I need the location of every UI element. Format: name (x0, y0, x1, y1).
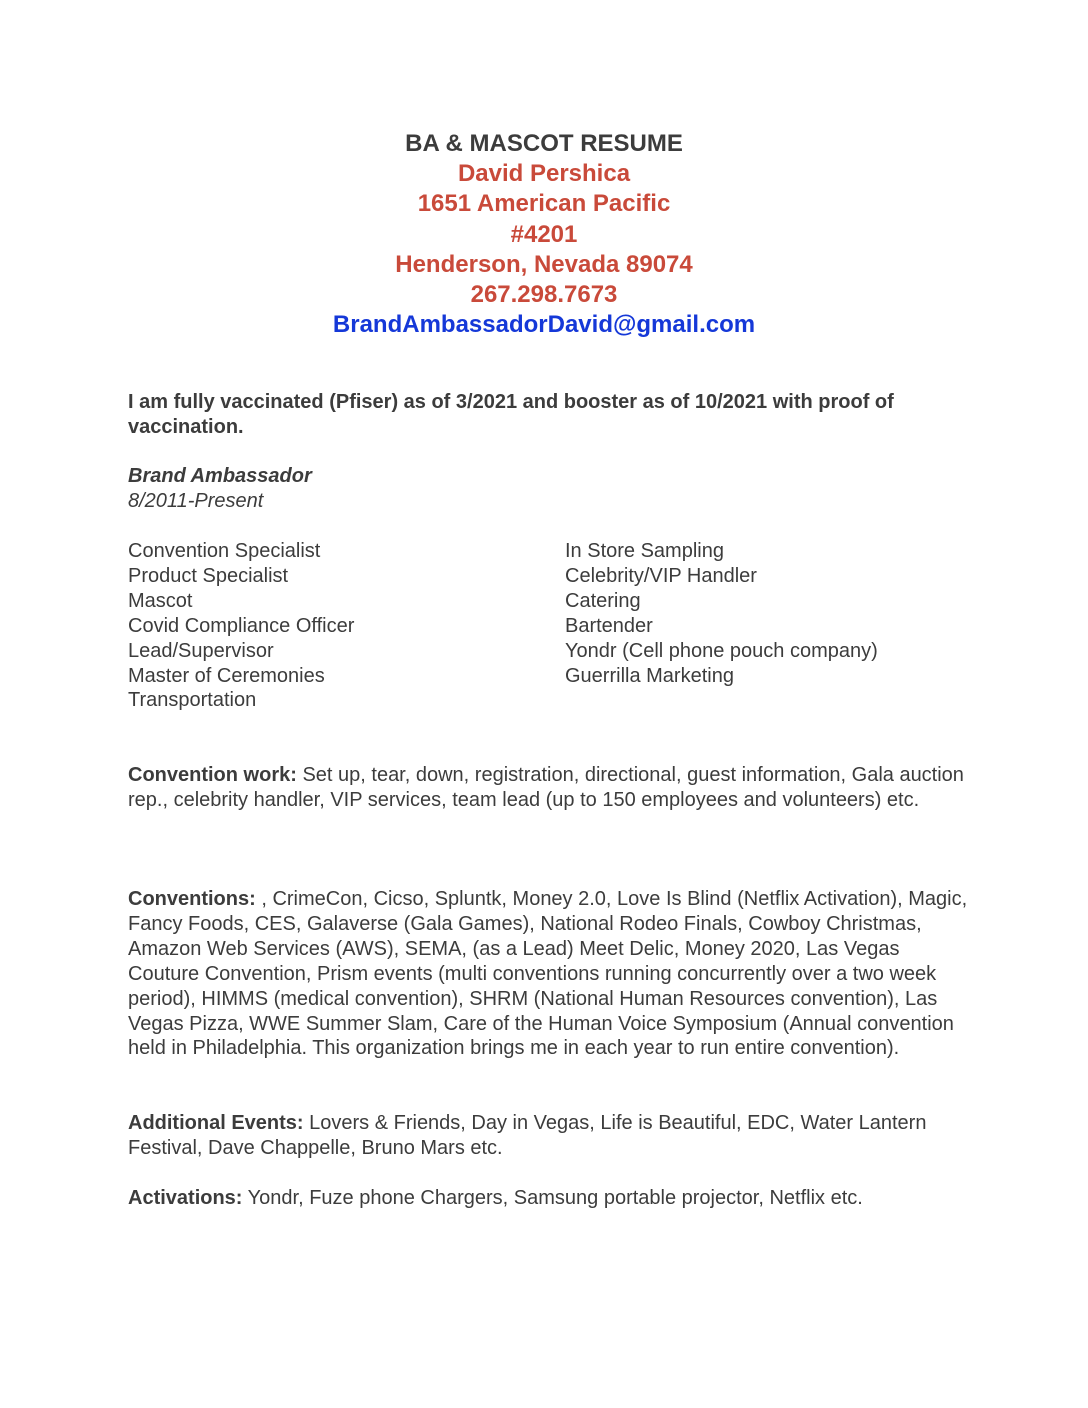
section-label: Activations: (128, 1187, 243, 1209)
section-text: Set up, tear, down, registration, directional, guest information, Gala auction rep., celebrity handler, VIP services, team lead (up to 150 employees and volunteers) etc. (128, 764, 964, 811)
additional-events-section (128, 1111, 968, 1161)
applicant-name: David Pershica (457, 160, 631, 188)
conventions-section (128, 887, 968, 1061)
resume-header (0, 129, 1088, 340)
list-item: Product Specialist (128, 564, 289, 587)
list-item: Covid Compliance Officer (128, 614, 355, 637)
section-text: , CrimeCon, Cicso, Spluntk, Money 2.0, Love Is Blind (Netflix Activation), Magic, Fancy Foods, CES, Galaverse (Gala Games), National Rodeo Finals, Cowboy Christmas, Amazon Web Services (AWS), SEMA, (as a Lead) Meet Delic, Money 2020, Las Vegas Couture Convention, Prism events (multi conventions running concurrently over a two week period), HIMMS (medical convention), SHRM (National Human Resources convention), Las Vegas Pizza, WWE Summer Slam, Care of the Human Voice Symposium (Annual convention held in Philadelphia. This organization brings me in each year to run entire convention). (128, 888, 968, 1060)
email-link[interactable]: BrandAmbassadorDavid@gmail.com (332, 311, 756, 339)
list-item: Master of Ceremonies (128, 664, 325, 687)
section-label: Conventions: (128, 888, 256, 910)
section-label: Additional Events: (128, 1112, 304, 1134)
resume-title: BA & MASCOT RESUME (405, 130, 683, 157)
list-item: Convention Specialist (128, 540, 321, 562)
list-item: Mascot (128, 589, 193, 612)
list-item: Guerrilla Marketing (565, 664, 734, 687)
vaccination-statement: I am fully vaccinated (Pfiser) as of 3/2021 and booster as of 10/2021 with proof of vaccination. (128, 391, 894, 438)
list-item: Yondr (Cell phone pouch company) (565, 639, 878, 662)
role-block (128, 464, 968, 514)
section-label: Convention work: (128, 764, 297, 786)
role-title: Brand Ambassador (128, 465, 312, 487)
skills-right-column (565, 539, 878, 688)
list-item: Bartender (565, 614, 653, 637)
list-item: Transportation (128, 689, 257, 712)
street-address: 1651 American Pacific (417, 190, 671, 218)
phone-number: 267.298.7673 (470, 281, 618, 309)
city-state-zip: Henderson, Nevada 89074 (395, 250, 693, 278)
skills-left-column (128, 539, 354, 713)
list-item: In Store Sampling (565, 540, 724, 562)
list-item: Lead/Supervisor (128, 639, 274, 662)
role-dates: 8/2011-Present (128, 489, 264, 512)
section-text: Lovers & Friends, Day in Vegas, Life is Beautiful, EDC, Water Lantern Festival, Dave Chappelle, Bruno Mars etc. (128, 1112, 927, 1159)
unit-number: #4201 (510, 220, 578, 248)
list-item: Celebrity/VIP Handler (565, 564, 757, 587)
activations-section (128, 1186, 968, 1211)
list-item: Catering (565, 589, 641, 612)
section-text: Yondr, Fuze phone Chargers, Samsung portable projector, Netflix etc. (242, 1187, 863, 1209)
convention-work-section (128, 763, 968, 813)
